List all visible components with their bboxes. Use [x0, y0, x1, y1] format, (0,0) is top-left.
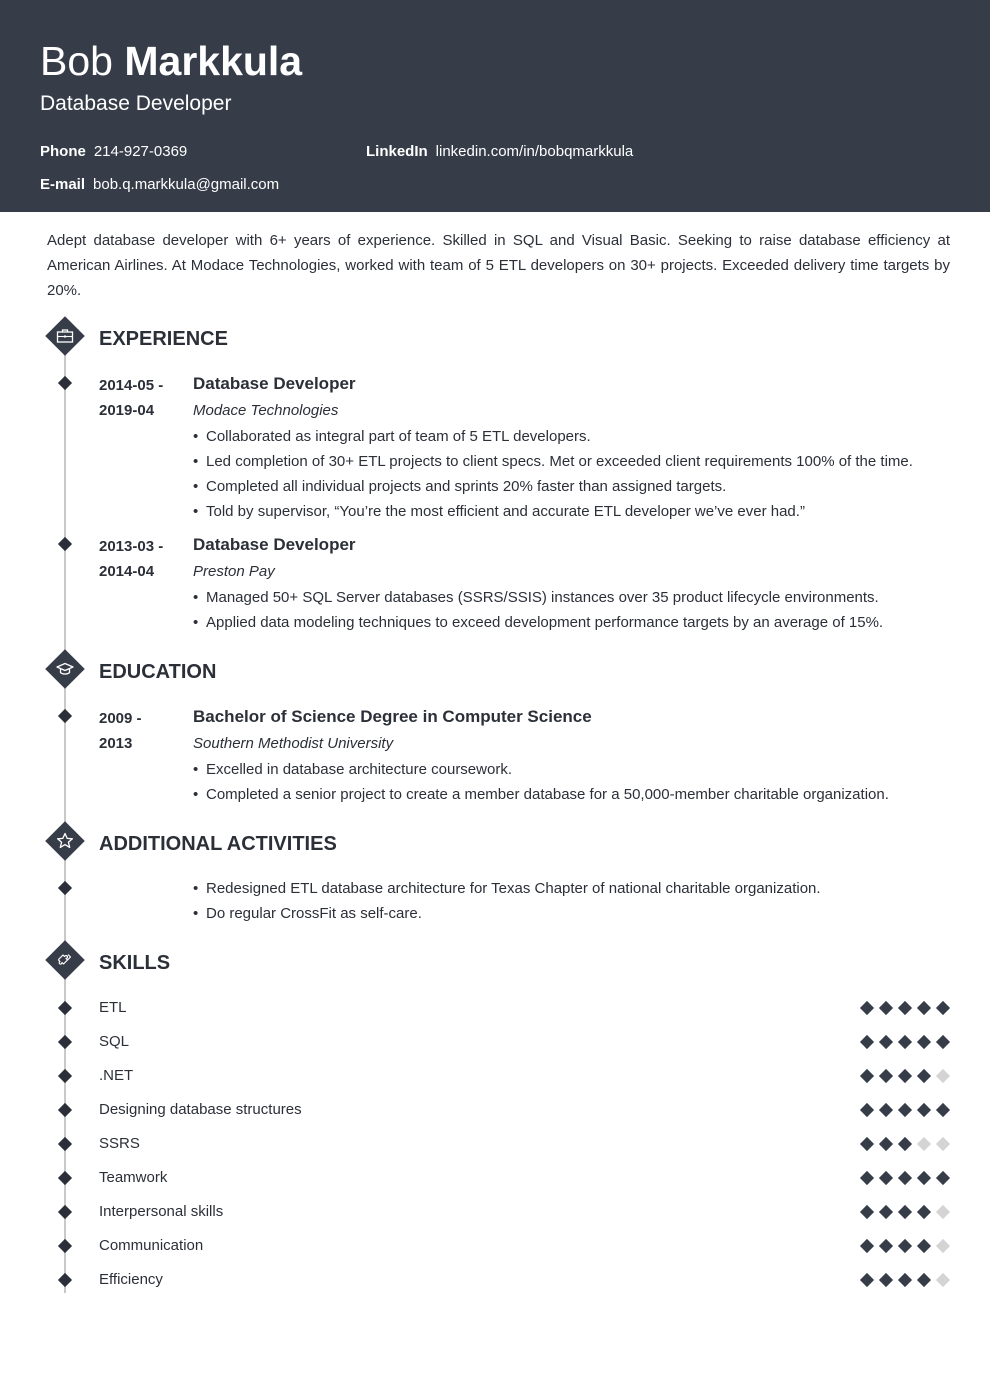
date-start: 2013-03 - [99, 538, 164, 555]
company-name: Modace Technologies [193, 402, 339, 419]
job-title: Database Developer [193, 374, 356, 393]
skill-name: .NET [99, 1067, 134, 1084]
rating-pip-filled [917, 1171, 931, 1185]
company-name: Preston Pay [193, 563, 275, 580]
activities-heading: ADDITIONAL ACTIVITIES [99, 833, 337, 855]
skill-name: Efficiency [99, 1271, 163, 1288]
rating-pip-filled [879, 1137, 893, 1151]
degree-title: Bachelor of Science Degree in Computer Science [193, 707, 592, 726]
experience-heading: EXPERIENCE [99, 328, 228, 350]
bullet-item: • Applied data modeling techniques to exceed development performance targets by an average of 15%. [193, 610, 883, 635]
linkedin-link[interactable]: linkedin.com/in/bobqmarkkula [435, 143, 634, 160]
rating-pip-filled [936, 1171, 950, 1185]
timeline-dot [58, 709, 72, 723]
rating-pip-filled [860, 1001, 874, 1015]
bullet-item: • Managed 50+ SQL Server databases (SSRS/SSIS) instances over 35 product lifecycle environments. [193, 585, 883, 610]
profile-summary: Adept database developer with 6+ years of experience. Skilled in SQL and Visual Basic. Seeking to raise database efficiency at American Airlines. At Modace Technologies, worked with team of 5 ETL developers on 30+ projects. Exceeded delivery time targets by 20%. [47, 232, 950, 299]
skill-name: Communication [99, 1237, 204, 1254]
job-role: Database Developer [40, 92, 232, 115]
candidate-name [40, 38, 302, 84]
skill-rating [860, 999, 952, 1017]
rating-pip-filled [917, 1103, 931, 1117]
rating-pip-filled [879, 1001, 893, 1015]
rating-pip-empty [936, 1205, 950, 1219]
rating-pip-filled [879, 1239, 893, 1253]
rating-pip-filled [936, 1001, 950, 1015]
timeline-dot [58, 1239, 72, 1253]
bullet-item: • Do regular CrossFit as self-care. [193, 901, 821, 926]
rating-pip-filled [879, 1273, 893, 1287]
education-section-icon [46, 650, 84, 688]
date-start: 2014-05 - [99, 377, 164, 394]
bullet-item: • Completed a senior project to create a member database for a 50,000-member charitable organization. [193, 782, 889, 807]
timeline-dot [58, 1137, 72, 1151]
date-end: 2019-04 [99, 402, 155, 419]
rating-pip-filled [860, 1103, 874, 1117]
timeline-dot [58, 1001, 72, 1015]
date-end: 2013 [99, 735, 133, 752]
last-name: Markkula [124, 38, 303, 84]
timeline-dot [58, 881, 72, 895]
skill-name: Designing database structures [99, 1101, 302, 1118]
rating-pip-filled [898, 1069, 912, 1083]
skill-rating [860, 1067, 952, 1085]
bullet-item: • Excelled in database architecture coursework. [193, 757, 889, 782]
timeline-dot [58, 1205, 72, 1219]
bullet-item: • Led completion of 30+ ETL projects to client specs. Met or exceeded client requirements 100% of the time. [193, 449, 913, 474]
rating-pip-empty [936, 1239, 950, 1253]
skill-rating [860, 1101, 952, 1119]
rating-pip-empty [936, 1137, 950, 1151]
graduation-cap-icon [55, 659, 75, 679]
linkedin-contact [366, 143, 633, 161]
rating-pip-filled [860, 1069, 874, 1083]
rating-pip-filled [860, 1239, 874, 1253]
rating-pip-filled [898, 1239, 912, 1253]
rating-pip-filled [917, 1205, 931, 1219]
education-dates [99, 706, 142, 756]
rating-pip-empty [936, 1273, 950, 1287]
rating-pip-filled [917, 1069, 931, 1083]
timeline-dot [58, 1273, 72, 1287]
bullet-item: • Told by supervisor, “You’re the most efficient and accurate ETL developer we’ve ever had.” [193, 499, 913, 524]
rating-pip-empty [917, 1137, 931, 1151]
phone-contact [40, 143, 187, 161]
bullet-item: • Collaborated as integral part of team of 5 ETL developers. [193, 424, 913, 449]
rating-pip-filled [860, 1171, 874, 1185]
rating-pip-filled [936, 1103, 950, 1117]
rating-pip-filled [879, 1205, 893, 1219]
rating-pip-filled [898, 1035, 912, 1049]
skill-rating [860, 1033, 952, 1051]
school-name: Southern Methodist University [193, 735, 394, 752]
job-dates [99, 534, 163, 584]
star-icon [55, 831, 75, 851]
skill-name: SSRS [99, 1135, 140, 1152]
rating-pip-filled [860, 1035, 874, 1049]
activities-bullets [193, 876, 821, 926]
skill-name: Teamwork [99, 1169, 168, 1186]
rating-pip-filled [898, 1273, 912, 1287]
rating-pip-filled [898, 1103, 912, 1117]
experience-section-icon [46, 317, 84, 355]
job-bullets [193, 585, 883, 635]
rating-pip-filled [879, 1035, 893, 1049]
timeline-dot [58, 376, 72, 390]
skill-rating [860, 1203, 952, 1221]
skills-heading: SKILLS [99, 952, 171, 974]
rating-pip-filled [879, 1103, 893, 1117]
job-bullets [193, 424, 913, 524]
education-heading: EDUCATION [99, 661, 217, 683]
skill-name: Interpersonal skills [99, 1203, 224, 1220]
job-title: Database Developer [193, 535, 356, 554]
rating-pip-empty [936, 1069, 950, 1083]
first-name: Bob [40, 38, 113, 84]
rating-pip-filled [860, 1273, 874, 1287]
rating-pip-filled [860, 1137, 874, 1151]
skill-rating [860, 1169, 952, 1187]
rating-pip-filled [898, 1171, 912, 1185]
timeline-dot [58, 1103, 72, 1117]
timeline-dot [58, 537, 72, 551]
rating-pip-filled [879, 1171, 893, 1185]
phone-value[interactable]: 214-927-0369 [93, 143, 188, 160]
puzzle-icon [55, 950, 75, 970]
email-link[interactable]: bob.q.markkula@gmail.com [93, 176, 280, 193]
email-contact [40, 176, 279, 194]
rating-pip-filled [898, 1137, 912, 1151]
skill-rating [860, 1271, 952, 1289]
timeline-dot [58, 1171, 72, 1185]
skills-section-icon [46, 941, 84, 979]
skill-name: SQL [99, 1033, 130, 1050]
bullet-item: • Completed all individual projects and sprints 20% faster than assigned targets. [193, 474, 913, 499]
rating-pip-filled [879, 1069, 893, 1083]
rating-pip-filled [860, 1205, 874, 1219]
rating-pip-filled [917, 1001, 931, 1015]
timeline-dot [58, 1069, 72, 1083]
timeline-dot [58, 1035, 72, 1049]
education-bullets [193, 757, 889, 807]
resume-header [0, 0, 990, 212]
bullet-item: • Redesigned ETL database architecture for Texas Chapter of national charitable organization. [193, 876, 821, 901]
activities-section-icon [46, 822, 84, 860]
rating-pip-filled [917, 1273, 931, 1287]
job-dates [99, 373, 163, 423]
phone-label: Phone [40, 143, 86, 160]
rating-pip-filled [936, 1035, 950, 1049]
date-end: 2014-04 [99, 563, 155, 580]
rating-pip-filled [898, 1205, 912, 1219]
linkedin-label: LinkedIn [366, 143, 428, 160]
skill-rating [860, 1237, 952, 1255]
rating-pip-filled [917, 1239, 931, 1253]
rating-pip-filled [898, 1001, 912, 1015]
skill-rating [860, 1135, 952, 1153]
email-label: E-mail [40, 176, 86, 193]
skill-name: ETL [99, 999, 127, 1016]
rating-pip-filled [917, 1035, 931, 1049]
briefcase-icon [55, 326, 75, 346]
date-start: 2009 - [99, 710, 142, 727]
